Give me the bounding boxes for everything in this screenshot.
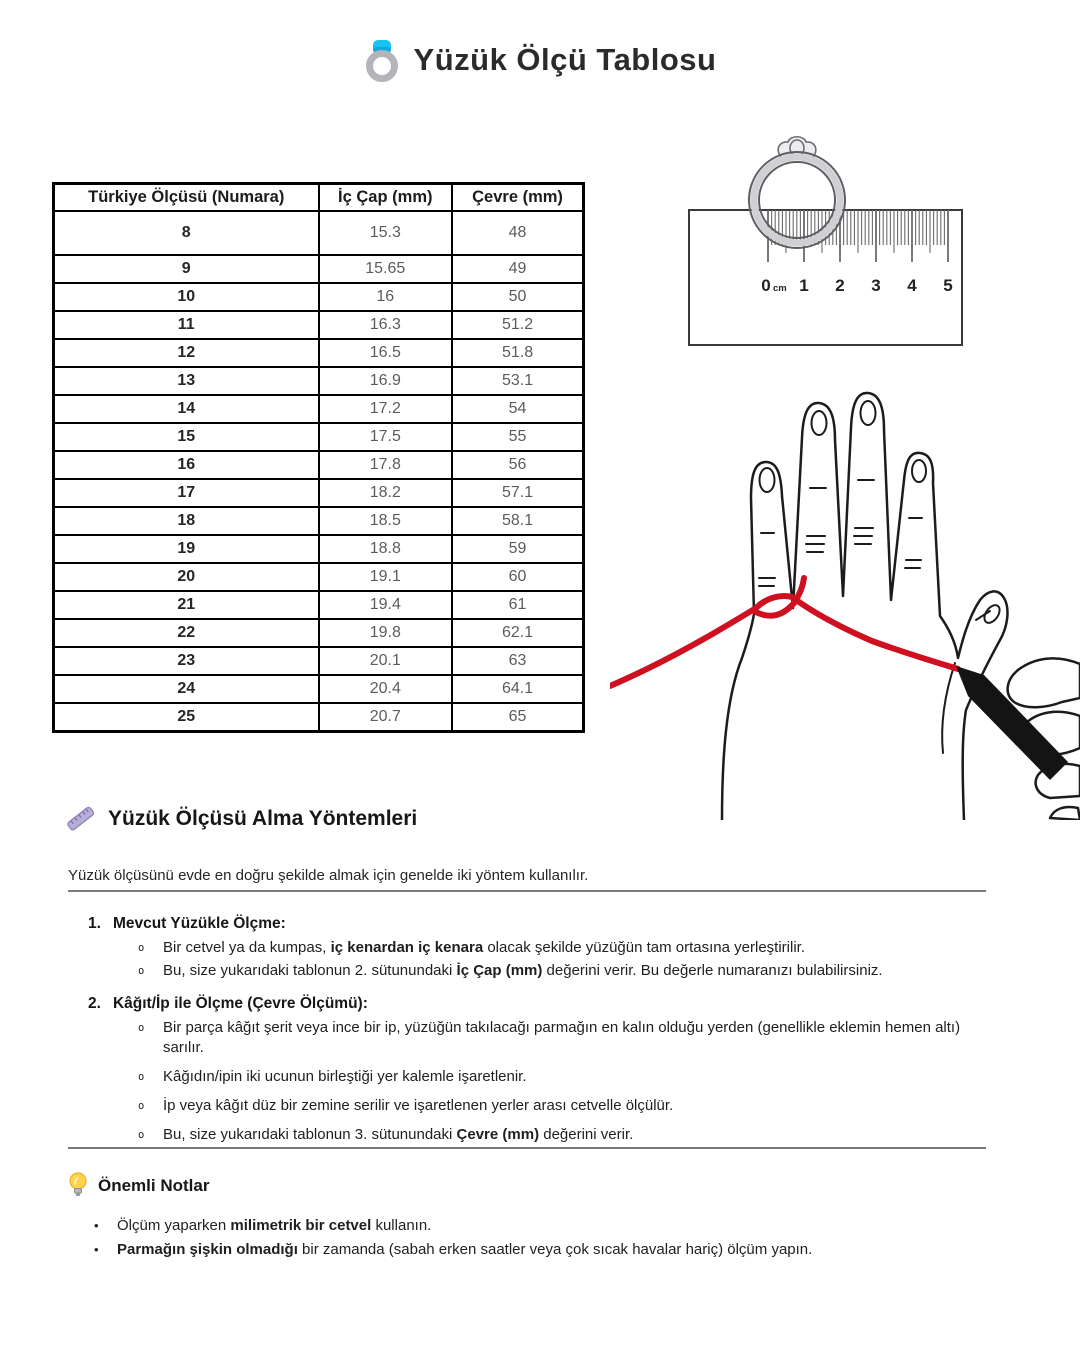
ruler-label: 2 bbox=[835, 276, 845, 295]
lightbulb-icon bbox=[68, 1172, 88, 1199]
list-item-text bbox=[163, 1067, 527, 1087]
ring-on-ruler-illustration bbox=[670, 133, 970, 355]
inner-diameter-cell: 19.8 bbox=[319, 619, 453, 647]
size-cell: 14 bbox=[54, 395, 319, 423]
list-item-text bbox=[163, 1018, 988, 1058]
table-row bbox=[54, 535, 584, 563]
ruler-label: 3 bbox=[871, 276, 881, 295]
circumference-cell: 54 bbox=[452, 395, 583, 423]
table-row bbox=[54, 367, 584, 395]
circumference-cell: 59 bbox=[452, 535, 583, 563]
circumference-cell: 60 bbox=[452, 563, 583, 591]
inner-diameter-cell: 16 bbox=[319, 283, 453, 311]
ruler-label: 4 bbox=[907, 276, 917, 295]
list-item-text bbox=[163, 938, 805, 958]
list-item-text bbox=[117, 1240, 812, 1259]
table-row bbox=[54, 311, 584, 339]
ruler-icon bbox=[66, 804, 96, 834]
method-item-2 bbox=[68, 995, 988, 1145]
inner-diameter-cell: 17.2 bbox=[319, 395, 453, 423]
size-cell: 11 bbox=[54, 311, 319, 339]
bold-text-run: Parmağın şişkin olmadığı bbox=[117, 1241, 298, 1258]
ruler-label: 1 bbox=[799, 276, 809, 295]
text-run: değerini verir. Bu değerle numaranızı bulabilirsiniz. bbox=[542, 962, 883, 979]
sub-bullet-marker: o bbox=[138, 1100, 145, 1112]
inner-diameter-cell: 16.3 bbox=[319, 311, 453, 339]
table-row bbox=[54, 563, 584, 591]
circumference-cell: 55 bbox=[452, 423, 583, 451]
inner-diameter-cell: 19.1 bbox=[319, 563, 453, 591]
circumference-cell: 48 bbox=[452, 211, 583, 255]
table-row bbox=[54, 283, 584, 311]
list-item bbox=[94, 1240, 988, 1259]
list-item-text bbox=[117, 1216, 431, 1235]
text-run: Kâğıdın/ipin iki ucunun birleştiği yer kalemle işaretlenir. bbox=[163, 1068, 527, 1085]
table-row bbox=[54, 479, 584, 507]
ruler-unit-label: cm bbox=[773, 283, 787, 294]
circumference-cell: 62.1 bbox=[452, 619, 583, 647]
inner-diameter-cell: 19.4 bbox=[319, 591, 453, 619]
sub-bullet-marker: o bbox=[138, 965, 145, 977]
inner-diameter-cell: 16.5 bbox=[319, 339, 453, 367]
circumference-cell: 64.1 bbox=[452, 675, 583, 703]
hand-measurement-illustration bbox=[610, 368, 1080, 820]
bold-text-run: Çevre (mm) bbox=[456, 1126, 540, 1143]
main-hand bbox=[722, 393, 1007, 820]
method-item-1 bbox=[68, 915, 988, 981]
sub-bullet-marker: o bbox=[138, 1022, 145, 1034]
text-run: Bu, size yukarıdaki tablonun 3. sütunundaki bbox=[163, 1126, 457, 1143]
size-cell: 23 bbox=[54, 647, 319, 675]
bullet-marker: • bbox=[94, 1218, 99, 1233]
circumference-cell: 58.1 bbox=[452, 507, 583, 535]
size-cell: 17 bbox=[54, 479, 319, 507]
circumference-cell: 56 bbox=[452, 451, 583, 479]
methods-section-title: Yüzük Ölçüsü Alma Yöntemleri bbox=[108, 807, 418, 830]
table-row bbox=[54, 211, 584, 255]
method-1-number: 1. bbox=[88, 915, 101, 932]
circumference-cell: 61 bbox=[452, 591, 583, 619]
notes-section-title: Önemli Notlar bbox=[98, 1175, 210, 1195]
size-cell: 25 bbox=[54, 703, 319, 732]
circumference-cell: 63 bbox=[452, 647, 583, 675]
methods-intro: Yüzük ölçüsünü evde en doğru şekilde almak için genelde iki yöntem kullanılır. bbox=[68, 867, 589, 884]
table-row bbox=[54, 675, 584, 703]
list-item bbox=[138, 961, 988, 981]
sub-bullet-marker: o bbox=[138, 1129, 145, 1141]
ruler-label: 0 bbox=[761, 276, 771, 295]
sub-bullet-marker: o bbox=[138, 942, 145, 954]
list-item-text bbox=[163, 961, 883, 981]
divider bbox=[68, 1147, 986, 1149]
table-row bbox=[54, 619, 584, 647]
size-cell: 24 bbox=[54, 675, 319, 703]
circumference-cell: 65 bbox=[452, 703, 583, 732]
circumference-cell: 51.2 bbox=[452, 311, 583, 339]
size-cell: 8 bbox=[54, 211, 319, 255]
inner-diameter-cell: 20.4 bbox=[319, 675, 453, 703]
table-row bbox=[54, 255, 584, 283]
list-item-text bbox=[163, 1125, 633, 1145]
col-header-size: Türkiye Ölçüsü (Numara) bbox=[54, 184, 319, 212]
bold-text-run: milimetrik bir cetvel bbox=[230, 1217, 372, 1234]
sub-bullet-marker: o bbox=[138, 1071, 145, 1083]
inner-diameter-cell: 20.7 bbox=[319, 703, 453, 732]
size-cell: 20 bbox=[54, 563, 319, 591]
size-cell: 15 bbox=[54, 423, 319, 451]
bold-text-run: İç Çap (mm) bbox=[456, 962, 543, 979]
size-cell: 10 bbox=[54, 283, 319, 311]
circumference-cell: 53.1 bbox=[452, 367, 583, 395]
inner-diameter-cell: 18.5 bbox=[319, 507, 453, 535]
bullet-marker: • bbox=[94, 1242, 99, 1257]
method-2-heading bbox=[88, 995, 988, 1013]
size-cell: 19 bbox=[54, 535, 319, 563]
methods-section-header bbox=[66, 804, 417, 834]
page-header bbox=[0, 38, 1080, 82]
notes-section bbox=[68, 1172, 988, 1264]
method-1-title: Mevcut Yüzükle Ölçme: bbox=[112, 915, 286, 932]
circumference-cell: 51.8 bbox=[452, 339, 583, 367]
list-item bbox=[138, 1096, 988, 1116]
methods-list bbox=[68, 915, 988, 1154]
inner-diameter-cell: 15.3 bbox=[319, 211, 453, 255]
text-run: Bir cetvel ya da kumpas, bbox=[163, 939, 331, 956]
table-row bbox=[54, 507, 584, 535]
bold-text-run: iç kenardan iç kenara bbox=[330, 939, 484, 956]
text-run: Ölçüm yaparken bbox=[117, 1217, 231, 1234]
divider bbox=[68, 890, 986, 892]
method-2-title: Kâğıt/İp ile Ölçme (Çevre Ölçümü): bbox=[112, 995, 368, 1012]
table-row bbox=[54, 591, 584, 619]
size-cell: 18 bbox=[54, 507, 319, 535]
col-header-circumference: Çevre (mm) bbox=[452, 184, 583, 212]
inner-diameter-cell: 18.2 bbox=[319, 479, 453, 507]
size-cell: 21 bbox=[54, 591, 319, 619]
size-cell: 22 bbox=[54, 619, 319, 647]
method-2-number: 2. bbox=[88, 995, 101, 1012]
circumference-cell: 57.1 bbox=[452, 479, 583, 507]
col-header-inner-diameter: İç Çap (mm) bbox=[319, 184, 453, 212]
table-row bbox=[54, 339, 584, 367]
text-run: İp veya kâğıt düz bir zemine serilir ve işaretlenen yerler arası cetvelle ölçülür. bbox=[163, 1097, 674, 1114]
list-item bbox=[138, 938, 988, 958]
text-run: kullanın. bbox=[371, 1217, 432, 1234]
ruler-label: 5 bbox=[943, 276, 953, 295]
inner-diameter-cell: 18.8 bbox=[319, 535, 453, 563]
size-cell: 16 bbox=[54, 451, 319, 479]
size-cell: 12 bbox=[54, 339, 319, 367]
list-item bbox=[138, 1067, 988, 1087]
text-run: olacak şekilde yüzüğün tam ortasına yerleştirilir. bbox=[483, 939, 805, 956]
circumference-cell: 50 bbox=[452, 283, 583, 311]
table-row bbox=[54, 423, 584, 451]
text-run: Bir parça kâğıt şerit veya ince bir ip, yüzüğün takılacağı parmağın en kalın olduğu yerden (genellikle eklemin hemen altı) sarılır. bbox=[163, 1019, 961, 1056]
ring-icon bbox=[364, 38, 400, 82]
table-row bbox=[54, 395, 584, 423]
text-run: Bu, size yukarıdaki tablonun 2. sütunundaki bbox=[163, 962, 457, 979]
inner-diameter-cell: 20.1 bbox=[319, 647, 453, 675]
page-title: Yüzük Ölçü Tablosu bbox=[413, 42, 717, 77]
list-item bbox=[138, 1018, 988, 1058]
size-table-body bbox=[54, 211, 584, 732]
size-table-header bbox=[54, 184, 584, 212]
table-header-row bbox=[54, 184, 584, 212]
inner-diameter-cell: 17.5 bbox=[319, 423, 453, 451]
list-item-text bbox=[163, 1096, 673, 1116]
table-row bbox=[54, 647, 584, 675]
notes-section-header bbox=[68, 1172, 988, 1199]
size-cell: 13 bbox=[54, 367, 319, 395]
table-row bbox=[54, 451, 584, 479]
table-row bbox=[54, 703, 584, 732]
text-run: bir zamanda (sabah erken saatler veya çok sıcak havalar hariç) ölçüm yapın. bbox=[297, 1241, 813, 1258]
list-item bbox=[138, 1125, 988, 1145]
text-run: değerini verir. bbox=[539, 1126, 634, 1143]
size-table bbox=[52, 182, 585, 733]
size-cell: 9 bbox=[54, 255, 319, 283]
inner-diameter-cell: 17.8 bbox=[319, 451, 453, 479]
circumference-cell: 49 bbox=[452, 255, 583, 283]
list-item bbox=[94, 1216, 988, 1235]
inner-diameter-cell: 15.65 bbox=[319, 255, 453, 283]
method-1-heading bbox=[88, 915, 988, 933]
inner-diameter-cell: 16.9 bbox=[319, 367, 453, 395]
